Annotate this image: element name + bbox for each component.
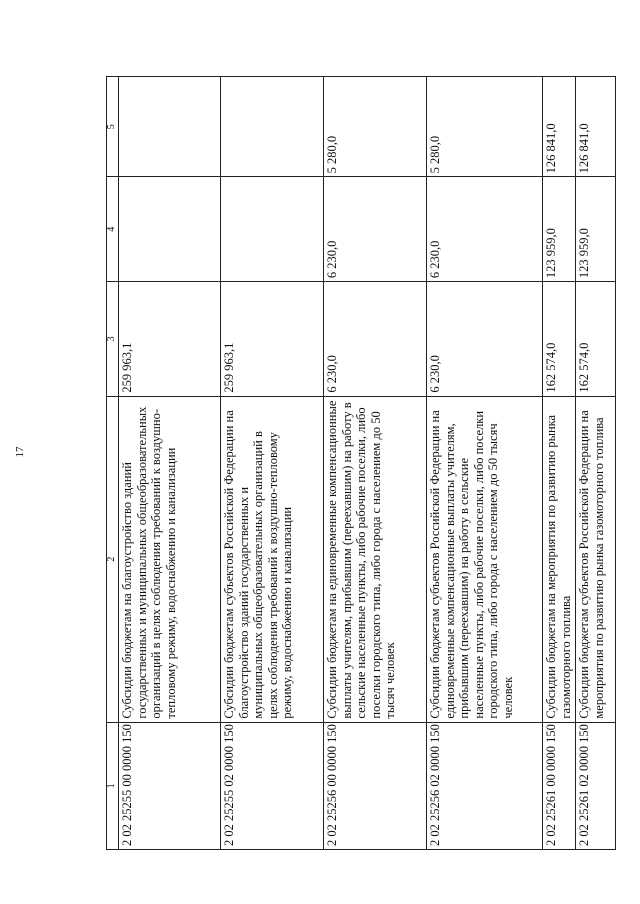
table-row [576, 77, 616, 850]
value-col4-cell [119, 177, 221, 282]
value-col3-cell: 162 574,0 [576, 282, 616, 396]
value-col5-cell [119, 77, 221, 177]
value-col4-cell [221, 177, 324, 282]
value-col5-cell: 126 841,0 [543, 77, 576, 177]
value-col3-cell: 162 574,0 [543, 282, 576, 396]
table-row [427, 77, 543, 850]
budget-code-cell: 2 02 25255 02 0000 150 [221, 722, 324, 849]
description-cell: Субсидии бюджетам на благоустройство зданий государственных и муниципальных общеобразовательных организаций в целях соблюдения требований к воздушно-тепловому режиму, водоснабжению и канализации [119, 396, 221, 722]
budget-code-cell: 2 02 25256 00 0000 150 [324, 722, 427, 849]
column-number: 3 [107, 282, 119, 396]
table-row [324, 77, 427, 850]
value-col4-cell: 123 959,0 [543, 177, 576, 282]
value-col3-cell: 6 230,0 [324, 282, 427, 396]
column-number: 4 [107, 177, 119, 282]
budget-code-cell: 2 02 25255 00 0000 150 [119, 722, 221, 849]
column-number: 1 [107, 722, 119, 849]
table-row [221, 77, 324, 850]
table-row [119, 77, 221, 850]
value-col5-cell: 126 841,0 [576, 77, 616, 177]
value-col5-cell: 5 280,0 [427, 77, 543, 177]
budget-table [106, 76, 616, 850]
value-col3-cell: 259 963,1 [119, 282, 221, 396]
column-number-header [107, 77, 119, 850]
value-col3-cell: 259 963,1 [221, 282, 324, 396]
description-cell: Субсидии бюджетам на единовременные компенсационные выплаты учителям, прибывшим (переехавшим) на работу в сельские населенные пункты, либо рабочие поселки, либо поселки городского типа, либо города с населением до 50 тысяч человек [324, 396, 427, 722]
column-number: 2 [107, 396, 119, 722]
table-row [543, 77, 576, 850]
budget-code-cell: 2 02 25256 02 0000 150 [427, 722, 543, 849]
value-col4-cell: 6 230,0 [324, 177, 427, 282]
value-col4-cell: 6 230,0 [427, 177, 543, 282]
budget-code-cell: 2 02 25261 02 0000 150 [576, 722, 616, 849]
value-col4-cell: 123 959,0 [576, 177, 616, 282]
value-col5-cell: 5 280,0 [324, 77, 427, 177]
value-col5-cell [221, 77, 324, 177]
description-cell: Субсидии бюджетам субъектов Российской Федерации на мероприятия по развитию рынка газомоторного топлива [576, 396, 616, 722]
budget-table-sheet [106, 76, 606, 850]
column-number: 5 [107, 77, 119, 177]
description-cell: Субсидии бюджетам на мероприятия по развитию рынка газомоторного топлива [543, 396, 576, 722]
description-cell: Субсидии бюджетам субъектов Российской Федерации на благоустройство зданий государственных и муниципальных общеобразовательных организаций в целях соблюдения требований к воздушно-тепловому режиму, водоснабжению и канализации [221, 396, 324, 722]
description-cell: Субсидии бюджетам субъектов Российской Федерации на единовременные компенсационные выплаты учителям, прибывшим (переехавшим) на работу в сельские населенные пункты, либо рабочие поселки, либо поселки городского типа, либо города с населением до 50 тысяч человек [427, 396, 543, 722]
budget-code-cell: 2 02 25261 00 0000 150 [543, 722, 576, 849]
page-number: 17 [14, 446, 26, 458]
value-col3-cell: 6 230,0 [427, 282, 543, 396]
